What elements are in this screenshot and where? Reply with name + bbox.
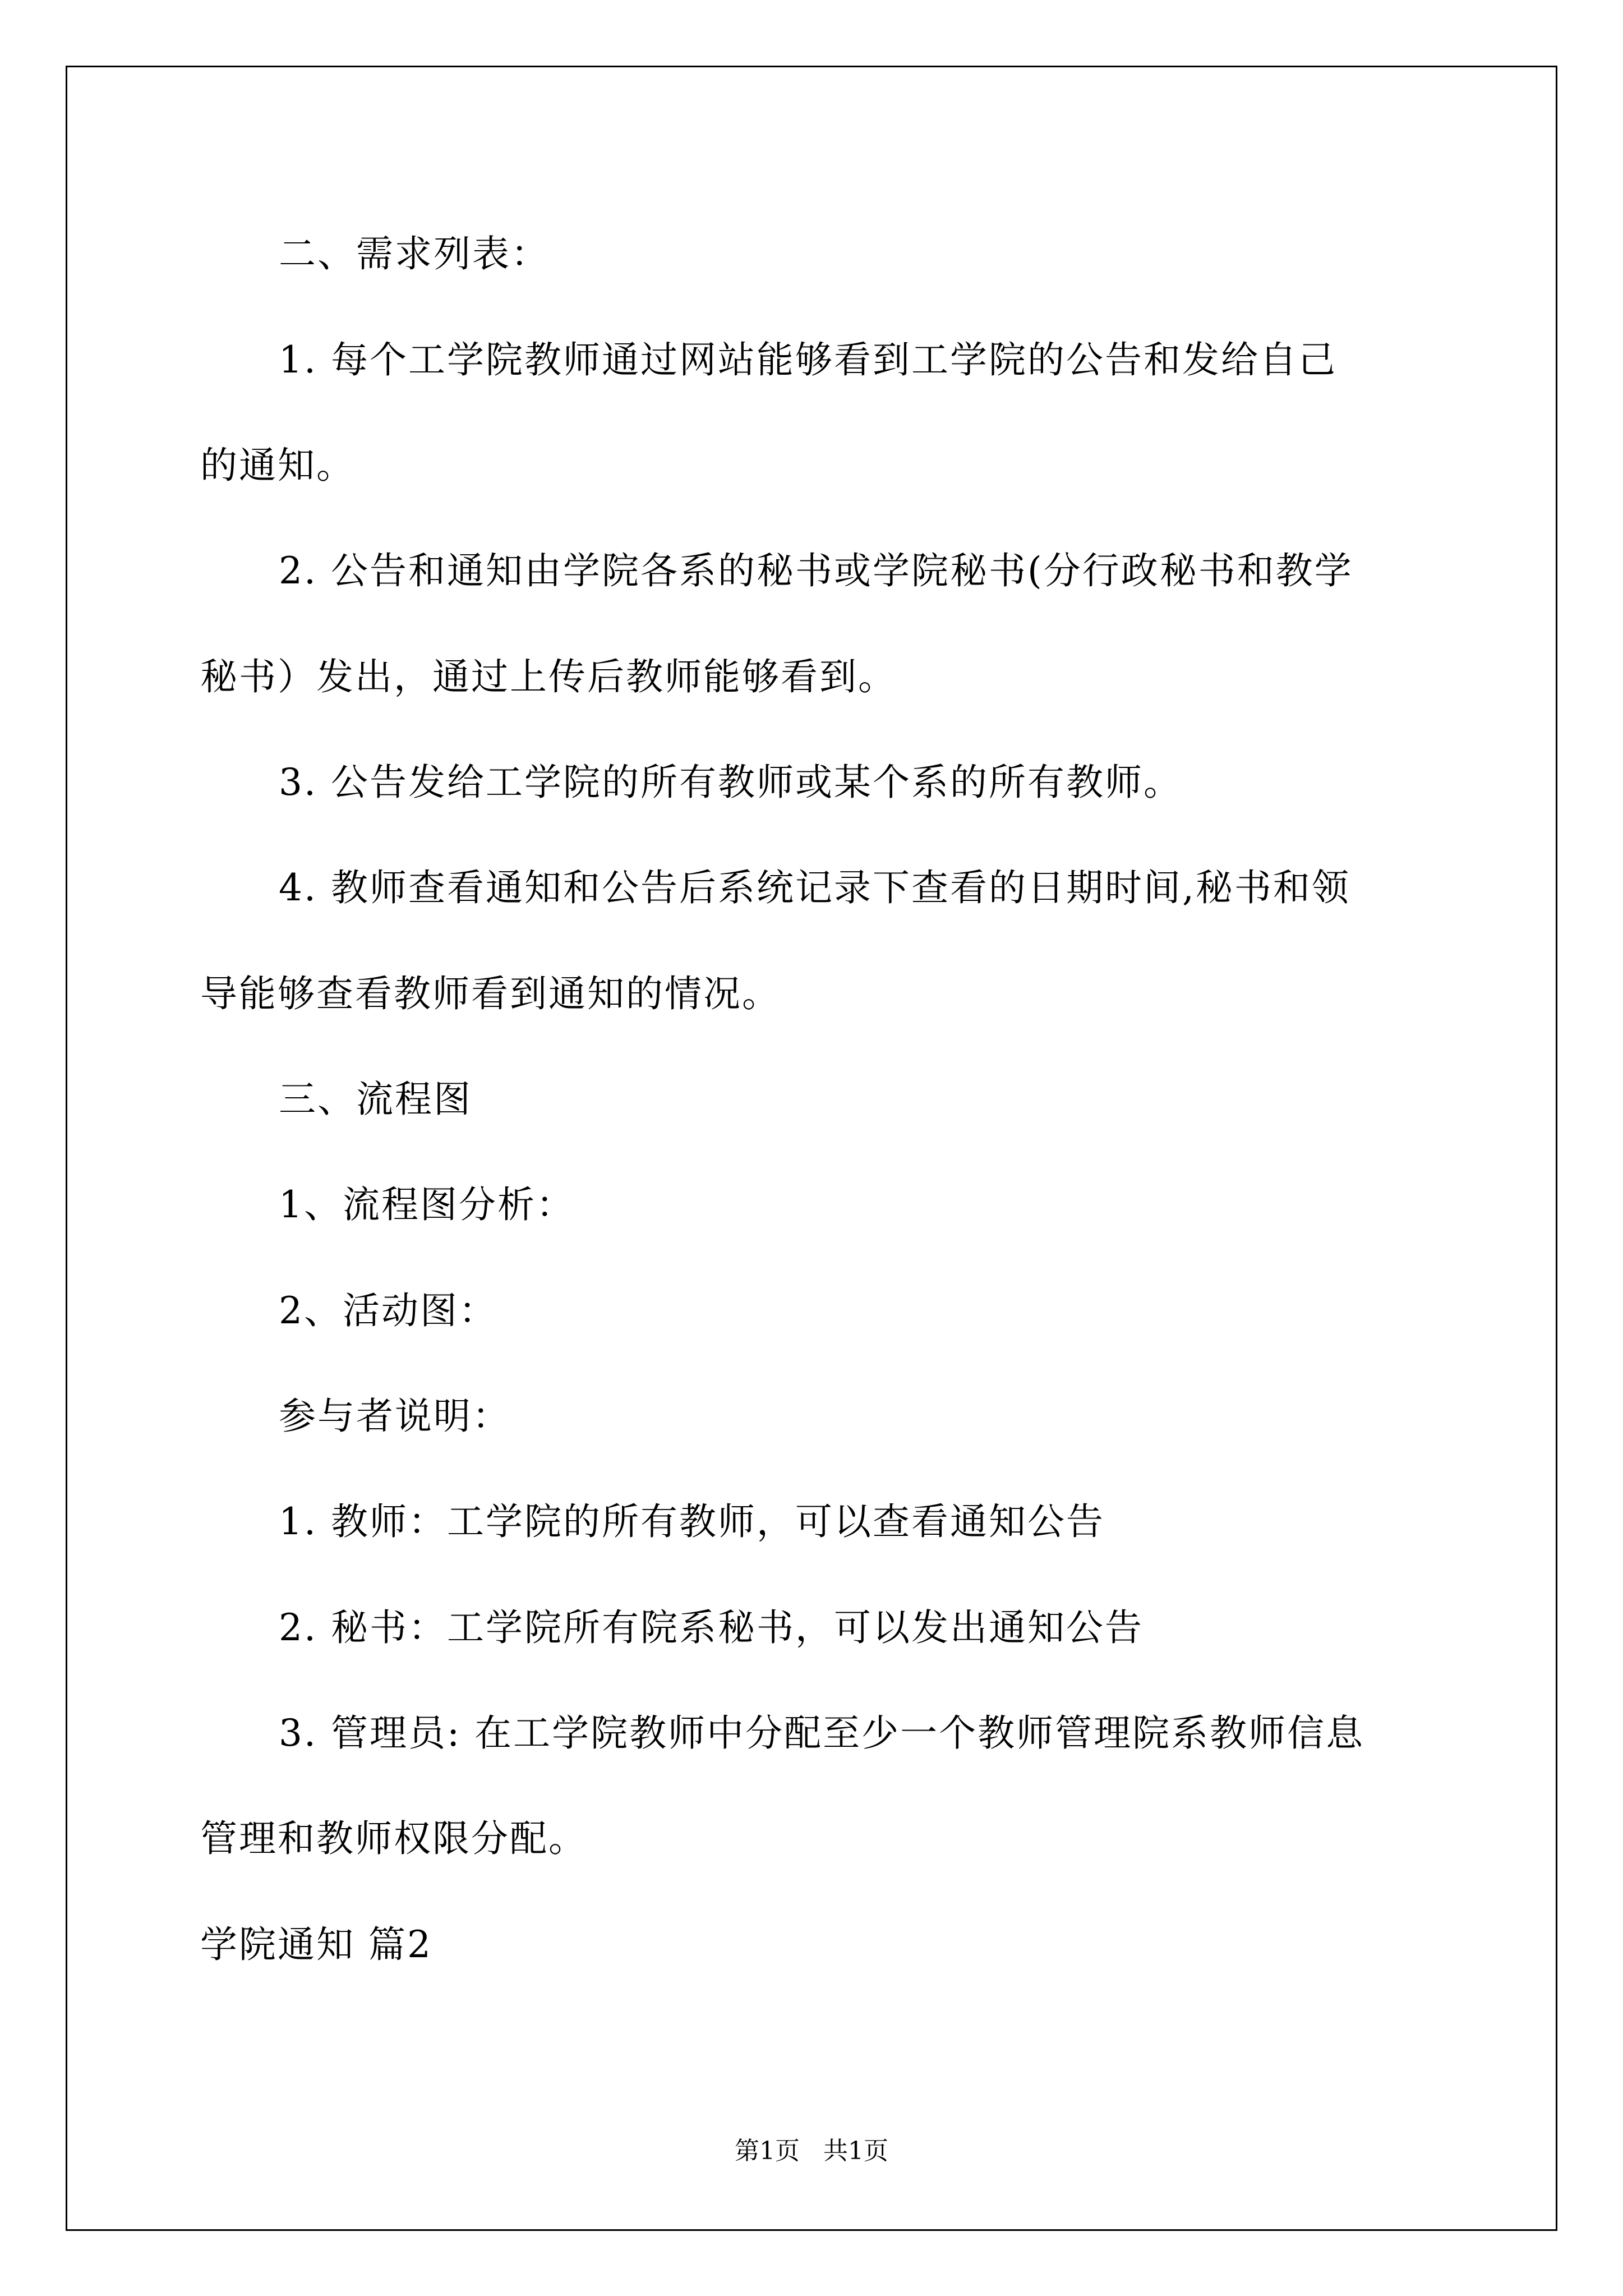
participant-teacher: 1. 教师：工学院的所有教师，可以查看通知公告	[279, 1500, 1105, 1543]
participant-admin-line-2: 管理和教师权限分配。	[200, 1817, 587, 1860]
participants-heading: 参与者说明：	[279, 1395, 511, 1438]
requirement-4-line-2: 导能够查看教师看到通知的情况。	[200, 972, 781, 1015]
requirement-4-line-1: 4. 教师查看通知和公告后系统记录下查看的日期时间,秘书和领	[279, 866, 1350, 909]
next-section-title: 学院通知 篇2	[200, 1923, 432, 1966]
requirement-2-line-2: 秘书）发出，通过上传后教师能够看到。	[200, 655, 897, 698]
requirement-2-line-1: 2. 公告和通知由学院各系的秘书或学院秘书(分行政秘书和教学	[279, 549, 1353, 592]
activity-diagram: 2、活动图：	[279, 1289, 497, 1332]
page-border	[66, 66, 1557, 2231]
requirement-1-line-2: 的通知。	[200, 444, 355, 487]
participant-admin-line-1: 3. 管理员: 在工学院教师中分配至少一个教师管理院系教师信息	[279, 1711, 1365, 1755]
requirements-heading: 二、需求列表：	[279, 232, 550, 275]
requirement-1-line-1: 1. 每个工学院教师通过网站能够看到工学院的公告和发给自己	[279, 338, 1337, 381]
page-footer: 第1页 共1页	[735, 2137, 888, 2165]
participant-secretary: 2. 秘书：工学院所有院系秘书，可以发出通知公告	[279, 1606, 1144, 1649]
flowchart-analysis: 1、流程图分析：	[279, 1183, 575, 1226]
requirement-3: 3. 公告发给工学院的所有教师或某个系的所有教师。	[279, 761, 1182, 804]
flowchart-heading: 三、流程图	[279, 1078, 472, 1121]
